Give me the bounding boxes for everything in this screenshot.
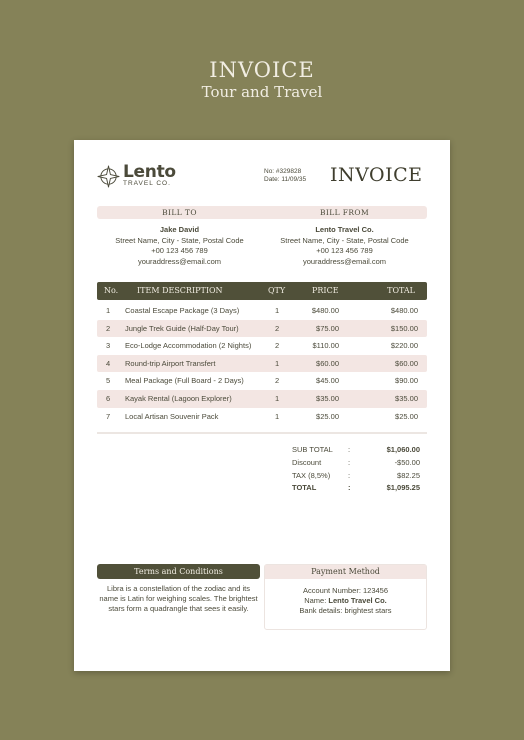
- row-no: 3: [106, 341, 111, 351]
- row-total: $90.00: [395, 376, 418, 386]
- row-description: Round-trip Airport Transfert: [125, 358, 216, 368]
- row-description: Local Artisan Souvenir Pack: [125, 411, 219, 421]
- total-value: $1,095.25: [386, 483, 420, 493]
- bill-from-heading: BILL FROM: [319, 208, 370, 217]
- table-row: [97, 372, 427, 390]
- row-total: $35.00: [395, 393, 418, 403]
- tax-label: TAX (8,5%): [292, 470, 331, 480]
- brand-tagline: TRAVEL CO.: [123, 180, 171, 187]
- subtotal-label: SUB TOTAL: [292, 445, 333, 454]
- compass-icon: [97, 165, 120, 188]
- bill-from-address: Street Name, City - State, Postal Code: [280, 235, 409, 245]
- total-label: TOTAL: [292, 483, 317, 493]
- discount-row: [292, 457, 420, 470]
- bill-from-block: [262, 225, 427, 267]
- brand-logo: [97, 164, 176, 188]
- col-no: No.: [104, 286, 119, 295]
- tax-row: [292, 470, 420, 483]
- invoice-meta: [264, 168, 306, 184]
- total-colon: :: [348, 483, 351, 493]
- row-total: $60.00: [395, 358, 418, 368]
- row-price: $60.00: [316, 358, 339, 368]
- brand-name: Lento: [123, 162, 176, 182]
- table-divider: [97, 432, 427, 434]
- discount-value: -$50.00: [394, 457, 420, 467]
- row-total: $25.00: [395, 411, 418, 421]
- row-description: Coastal Escape Package (3 Days): [125, 306, 240, 315]
- row-price: $110.00: [312, 341, 339, 351]
- row-total: $480.00: [390, 306, 418, 315]
- row-no: 5: [106, 376, 111, 386]
- row-total: $150.00: [390, 323, 418, 333]
- col-total: TOTAL: [387, 286, 415, 295]
- row-price: $480.00: [311, 306, 339, 315]
- table-row: [97, 320, 427, 338]
- totals-block: [292, 444, 420, 495]
- bill-from-phone: +00 123 456 789: [316, 246, 373, 255]
- row-qty: 1: [275, 411, 280, 421]
- row-no: 7: [106, 411, 111, 421]
- table-row: [97, 337, 427, 355]
- terms-heading: Terms and Conditions: [97, 564, 260, 579]
- payment-bank: Bank details: brightest stars: [299, 606, 392, 615]
- document-title: INVOICE: [330, 164, 423, 186]
- col-description: ITEM DESCRIPTION: [137, 286, 223, 295]
- row-qty: 2: [275, 341, 280, 351]
- table-row: [97, 408, 427, 426]
- bill-to-address: Street Name, City - State, Postal Code: [115, 235, 244, 245]
- payment-box: [264, 564, 427, 630]
- discount-label: Discount: [292, 457, 322, 467]
- row-price: $25.00: [316, 411, 339, 421]
- row-qty: 1: [275, 393, 280, 403]
- payment-heading: Payment Method: [265, 565, 426, 579]
- table-row: [97, 390, 427, 408]
- table-row: [97, 355, 427, 373]
- row-qty: 1: [275, 306, 280, 315]
- row-description: Jungle Trek Guide (Half-Day Tour): [125, 323, 239, 333]
- row-price: $35.00: [316, 393, 339, 403]
- discount-colon: :: [348, 457, 351, 467]
- bill-to-heading: BILL TO: [162, 208, 197, 217]
- table-header: [97, 282, 427, 300]
- col-qty: QTY: [268, 286, 286, 295]
- row-description: Eco-Lodge Accommodation (2 Nights): [125, 341, 252, 351]
- bill-to-phone: +00 123 456 789: [151, 246, 208, 255]
- row-price: $75.00: [316, 323, 339, 333]
- total-row: [292, 482, 420, 495]
- billing-header-bar: [97, 206, 427, 219]
- invoice-paper: [74, 140, 450, 671]
- row-no: 2: [106, 323, 111, 333]
- row-price: $45.00: [316, 376, 339, 386]
- subtotal-value: $1,060.00: [386, 445, 420, 454]
- invoice-date: Date: 11/09/35: [264, 176, 307, 183]
- row-no: 6: [106, 393, 111, 403]
- table-body: [97, 302, 427, 425]
- terms-text: Libra is a constellation of the zodiac and its name is Latin for weighing scales. The brightest stars form a quadrangle that sees it easily.: [99, 584, 258, 613]
- bill-from-name: Lento Travel Co.: [315, 225, 374, 234]
- row-no: 4: [106, 358, 111, 368]
- bill-to-block: [97, 225, 262, 267]
- payment-name-value: Lento Travel Co.: [328, 596, 387, 605]
- bill-to-email: youraddress@email.com: [137, 256, 222, 266]
- payment-details: [265, 579, 426, 616]
- row-qty: 2: [275, 376, 280, 386]
- hero-title: INVOICE: [209, 58, 315, 82]
- payment-name-line: [265, 596, 426, 606]
- row-no: 1: [106, 306, 111, 315]
- tax-colon: :: [348, 470, 351, 480]
- tax-value: $82.25: [397, 470, 420, 480]
- row-total: $220.00: [390, 341, 418, 351]
- row-description: Kayak Rental (Lagoon Explorer): [125, 393, 232, 403]
- bill-to-name: Jake David: [159, 225, 200, 234]
- table-row: [97, 302, 427, 320]
- row-description: Meal Package (Full Board - 2 Days): [125, 376, 244, 386]
- payment-name-label: Name:: [304, 596, 329, 605]
- row-qty: 1: [275, 358, 280, 368]
- invoice-number: No: #329828: [264, 168, 302, 175]
- subtotal-row: [292, 444, 420, 457]
- col-price: PRICE: [312, 286, 339, 295]
- hero-subtitle: Tour and Travel: [201, 83, 323, 101]
- payment-account: Account Number: 123456: [302, 586, 389, 595]
- row-qty: 2: [275, 323, 280, 333]
- bill-from-email: youraddress@email.com: [302, 256, 387, 266]
- subtotal-colon: :: [348, 445, 351, 454]
